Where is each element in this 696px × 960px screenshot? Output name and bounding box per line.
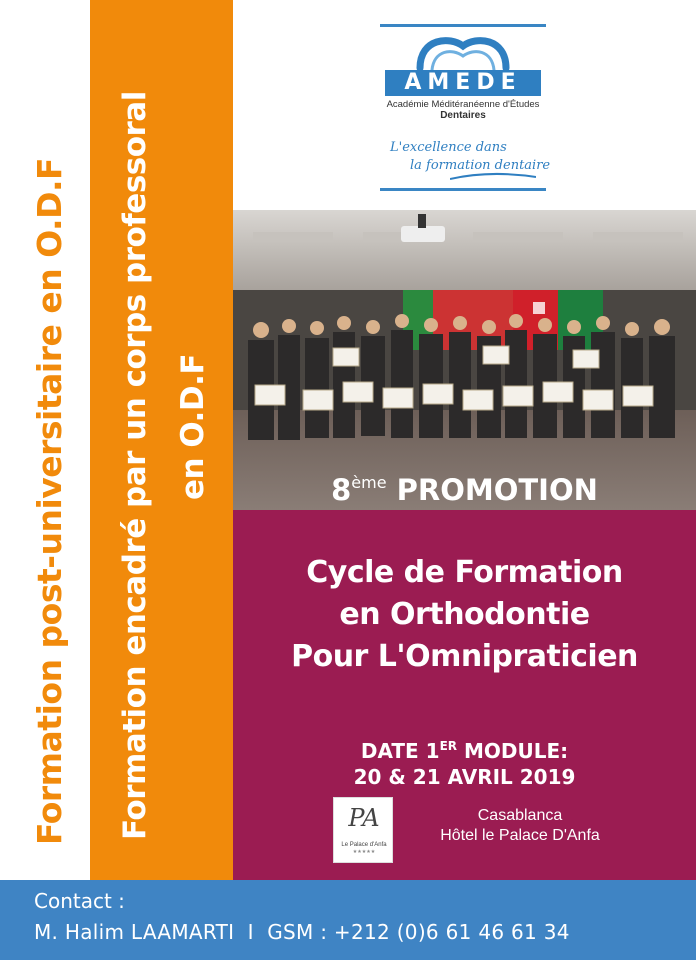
- logo-subtitle: Académie Méditéranéenne d'Études: [386, 99, 540, 110]
- promotion-suffix: ème: [351, 473, 387, 492]
- module-date-prefix: DATE 1: [360, 739, 440, 763]
- venue: [400, 806, 640, 846]
- course-title-line2: en Orthodontie: [339, 597, 590, 632]
- module-date-label: [233, 733, 696, 764]
- logo-top-rule: [380, 24, 546, 27]
- course-title: [233, 552, 696, 678]
- hotel-monogram: PA: [348, 804, 380, 832]
- module-date-sup: ER: [439, 739, 458, 753]
- promotion-label: PROMOTION: [396, 473, 598, 507]
- venue-city: Casablanca: [477, 807, 563, 824]
- promotion-title: [233, 463, 696, 510]
- contact-details: [34, 920, 570, 944]
- contact-separator: I: [247, 920, 254, 944]
- logo-wordmark: AMEDE: [385, 70, 541, 96]
- side-title-postgraduate: Formation post-universitaire en O.D.F: [30, 157, 69, 845]
- hotel-logo: [333, 797, 393, 863]
- logo-bottom-rule: [380, 188, 546, 191]
- promotion-number: 8: [331, 473, 352, 507]
- hotel-logo-name: Le Palace d'Anfa: [341, 842, 387, 848]
- side-title-odf: en O.D.F: [175, 353, 211, 500]
- contact-name: M. Halim LAAMARTI: [34, 920, 235, 944]
- side-title-faculty: Formation encadré par un corps professoral: [117, 91, 153, 840]
- course-title-line1: Cycle de Formation: [306, 555, 623, 590]
- logo-tagline-line1: L'excellence dans: [390, 140, 507, 155]
- orange-column: [90, 0, 233, 880]
- logo-subtitle-dentaires: Dentaires: [440, 110, 486, 121]
- venue-hotel: Hôtel le Palace D'Anfa: [440, 827, 600, 844]
- hotel-stars-icon: ★★★★★: [352, 849, 376, 855]
- course-title-line3: Pour L'Omnipraticien: [291, 639, 638, 674]
- contact-phone[interactable]: GSM : +212 (0)6 61 46 61 34: [267, 920, 570, 944]
- module-date: [233, 733, 696, 790]
- module-dates: 20 & 21 AVRIL 2019: [353, 765, 576, 789]
- swoosh-icon: [450, 172, 536, 182]
- logo-tagline-line2: la formation dentaire: [410, 158, 551, 173]
- contact-label: Contact :: [34, 889, 125, 913]
- module-date-suffix: MODULE:: [457, 739, 569, 763]
